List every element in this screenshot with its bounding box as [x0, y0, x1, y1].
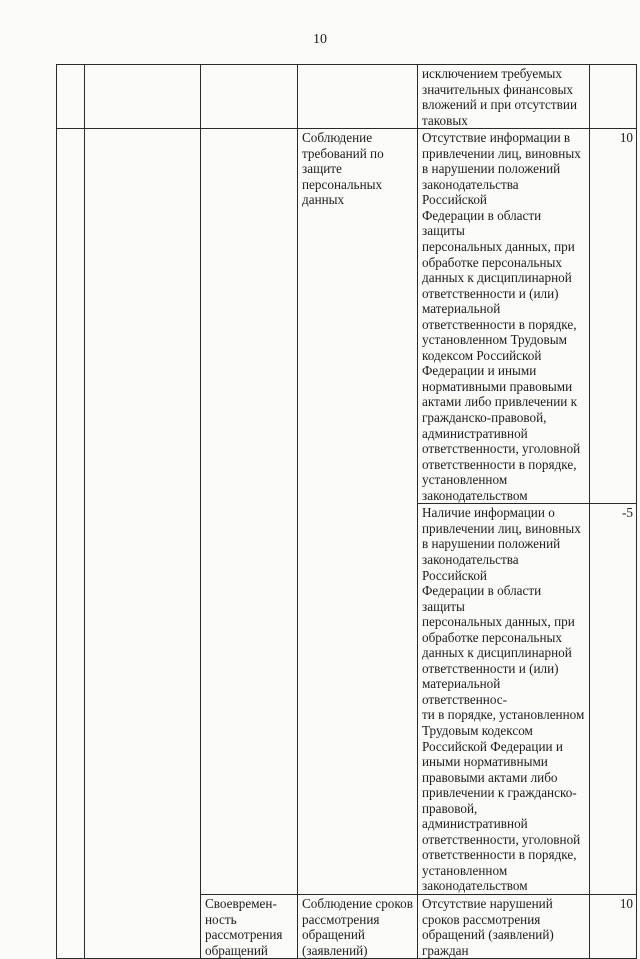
- score-text: 10: [619, 895, 633, 911]
- table-cell-position: [85, 65, 201, 129]
- table-cell-indicator: [418, 65, 590, 129]
- table-cell-number: [57, 129, 85, 959]
- criterion-text: Соблюдение требований по защите персональных данных: [302, 130, 384, 208]
- criterion-text: Соблюдение сроков рассмотрения обращений (заявлений): [302, 895, 413, 958]
- table-cell-criterion: [298, 65, 418, 129]
- criteria-table: [56, 64, 637, 959]
- table-row: [57, 129, 637, 504]
- page-number: 10: [313, 32, 327, 47]
- indicator-text: Отсутствие нарушений сроков рассмотрения обращений (заявлений) граждан: [422, 895, 554, 958]
- indicator-text: Наличие информации о привлечении лиц, виновных в нарушении положений законодательства Российской Федерации в области защиты персональных данных, при обработке персональных данных к дисциплинарной ответственности и (или) материальной ответственнос- ти в порядке, установленном Трудовым кодексом Российской Федерации и иными нормативными правовыми актами либо привлечении к гражданско- правовой, административной ответственности, уголовной ответственности в порядке, установленном законодательством: [422, 505, 585, 894]
- table-cell-group: [201, 129, 298, 895]
- indicator-text: исключением требуемых значительных финансовых вложений и при отсутствии таковых: [422, 66, 578, 128]
- table-cell-score: [590, 65, 637, 129]
- indicator-text: Отсутствие информации в привлечении лиц, виновных в нарушении положений законодательства Российской Федерации в области защиты персональных данных, при обработке персональных данных к дисциплинарной ответственности и (или) материальной ответственности в порядке, установленном Трудовым кодексом Российской Федерации и иными нормативными правовыми актами либо привлечении к гражданско-правовой, административной ответственности, уголовной ответственности в порядке, установленном законодательством: [422, 130, 581, 503]
- group-text: Своевремен- ность рассмотрения обращений: [205, 895, 283, 958]
- table-row: [57, 65, 637, 129]
- table-cell-group: [201, 65, 298, 129]
- table-cell-criterion: [298, 129, 418, 895]
- score-text: 10: [619, 130, 633, 146]
- table-cell-group: [201, 894, 298, 958]
- table-cell-position: [85, 129, 201, 959]
- table-cell-criterion: [298, 894, 418, 958]
- table-cell-score: [590, 504, 637, 895]
- table-cell-score: [590, 129, 637, 504]
- table-cell-number: [57, 65, 85, 129]
- table-cell-score: [590, 894, 637, 958]
- score-text: -5: [622, 505, 633, 521]
- table-cell-indicator: [418, 129, 590, 504]
- table-cell-indicator: [418, 894, 590, 958]
- table-cell-indicator: [418, 504, 590, 895]
